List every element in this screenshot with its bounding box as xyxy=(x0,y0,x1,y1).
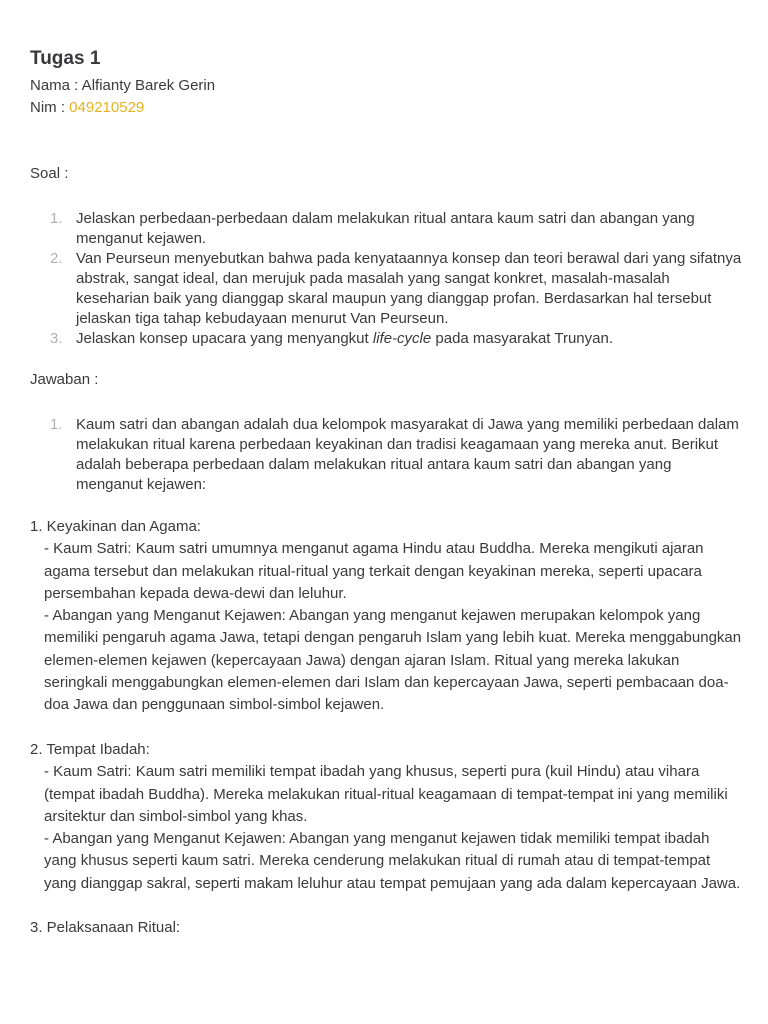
document-title: Tugas 1 xyxy=(30,48,101,69)
question-text-end: pada masyarakat Trunyan. xyxy=(431,330,613,347)
jawaban-heading: Jawaban : xyxy=(30,371,99,388)
question-text: Jelaskan perbedaan-perbedaan dalam melakukan ritual antara kaum satri dan abangan yang menganut kejawen. xyxy=(76,210,695,247)
nim-label: Nim : xyxy=(30,99,70,116)
question-item xyxy=(30,249,742,329)
section-heading: 2. Tempat Ibadah: xyxy=(30,740,150,758)
question-number: 3. xyxy=(50,330,63,347)
question-list xyxy=(30,209,742,349)
section-heading: 1. Keyakinan dan Agama: xyxy=(30,518,201,535)
question-text xyxy=(76,330,613,347)
question-item xyxy=(30,329,742,349)
section-heading: 3. Pelaksanaan Ritual: xyxy=(30,919,181,937)
answer-list xyxy=(30,415,742,495)
question-text-start: Jelaskan konsep upacara yang menyangkut xyxy=(76,330,373,347)
question-number: 1. xyxy=(50,210,63,227)
paragraph-spacer xyxy=(30,895,742,917)
student-name: Nama : Alfianty Barek Gerin xyxy=(30,77,216,94)
section-point: - Kaum Satri: Kaum satri umumnya menganut agama Hindu atau Buddha. Mereka mengikuti ajaran agama tersebut dan melakukan ritual-ritual yang terkait dengan keyakinan mereka, seperti upacara persembahan kepada dewa-dewi dan leluhur. xyxy=(44,540,704,602)
student-nim xyxy=(30,98,144,118)
question-text: Van Peurseun menyebutkan bahwa pada kenyataannya konsep dan teori berawal dari yang sifatnya abstrak, sangat ideal, dan merujuk pada masalah yang sangat konkret, masalah-masalah keseharian baik yang dianggap skaral maupun yang dianggap profan. Berdasarkan hal tersebut jelaskan tiga tahap kebudayaan menurut Van Peurseun. xyxy=(76,250,742,327)
answer-item xyxy=(30,415,742,495)
question-item xyxy=(30,209,742,249)
section-point: - Abangan yang Menganut Kejawen: Abangan yang menganut kejawen tidak memiliki tempat ibadah yang khusus seperti kaum satri. Mereka cenderung melakukan ritual di rumah atau di tempat-tempat yang dianggap sakral, seperti makam leluhur atau tempat pemujaan yang ada dalam kepercayaan Jawa. xyxy=(44,830,741,892)
answer-body xyxy=(30,516,742,940)
answer-text: Kaum satri dan abangan adalah dua kelompok masyarakat di Jawa yang memiliki perbedaan dalam melakukan ritual karena perbedaan keyakinan dan tradisi keagamaan yang mereka anut. Berikut adalah beberapa perbedaan dalam melakukan ritual antara kaum satri dan abangan yang menganut kejawen: xyxy=(76,416,739,493)
nim-value: 049210529 xyxy=(69,99,145,116)
answer-number: 1. xyxy=(50,416,63,433)
question-text-italic: life-cycle xyxy=(372,330,432,347)
paragraph-spacer xyxy=(30,717,742,739)
section-point: - Abangan yang Menganut Kejawen: Abangan yang menganut kejawen merupakan kelompok yang memiliki pengaruh agama Jawa, tetapi dengan pengaruh Islam yang lebih kuat. Mereka menggabungkan elemen-elemen kejawen (kepercayaan Jawa) dengan ajaran Islam. Ritual yang mereka lakukan seringkali menggabungkan elemen-elemen dari Islam dan kepercayaan Jawa, seperti pembacaan doa-doa Jawa dan penggunaan simbol-simbol kejawen. xyxy=(44,607,742,714)
question-number: 2. xyxy=(50,250,63,267)
soal-heading: Soal : xyxy=(30,165,69,182)
section-point: - Kaum Satri: Kaum satri memiliki tempat ibadah yang khusus, seperti pura (kuil Hindu) atau vihara (tempat ibadah Buddha). Mereka melakukan ritual-ritual keagamaan di tempat-tempat ini yang memiliki arsitektur dan simbol-simbol yang khas. xyxy=(44,763,728,825)
